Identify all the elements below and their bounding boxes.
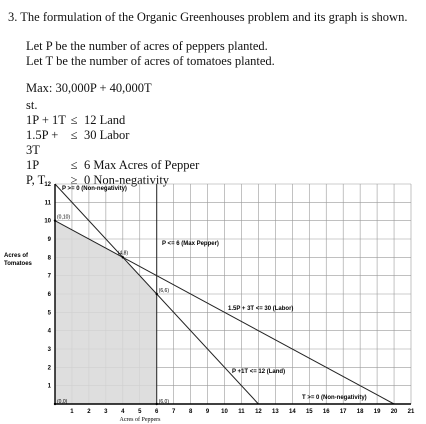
x-tick-label: 8 (188, 409, 193, 415)
vertex-point (156, 293, 158, 295)
vertex-label: (4,8) (117, 250, 129, 257)
constraint-relation: ≥ (70, 173, 78, 187)
definition-p: Let P be the number of acres of peppers planted. (26, 39, 268, 53)
vertex-label: (0,10) (57, 214, 71, 221)
constraint-rhs: 30 Labor (84, 128, 130, 142)
annotation-p-nonnegativity: P >= 0 (Non-negativity) (62, 186, 127, 192)
x-tick-label: 13 (272, 409, 279, 415)
x-tick-label: 5 (138, 409, 142, 415)
y-tick-label: 12 (44, 182, 51, 188)
y-tick-label: 6 (47, 292, 51, 298)
constraint-lhs: 1P + 1T (26, 113, 66, 127)
y-tick-label: 1 (47, 383, 51, 390)
constraint-relation: ≤ (70, 128, 78, 142)
problem-statement (8, 10, 420, 188)
y-tick-label: 10 (44, 218, 51, 225)
constraint-land (26, 113, 420, 128)
x-tick-label: 21 (407, 409, 415, 415)
y-tick-label: 8 (47, 255, 51, 262)
x-tick-label: 12 (255, 409, 262, 415)
vertex-point (122, 256, 124, 258)
x-tick-label: 14 (288, 409, 296, 415)
vertex-label: (6,0) (158, 399, 169, 405)
vertex-point (54, 403, 56, 405)
x-tick-label: 16 (322, 409, 330, 415)
y-tick-label: 7 (47, 273, 51, 280)
vertex-label: (6,6) (158, 288, 169, 294)
x-tick-label: 11 (238, 409, 245, 415)
y-axis-label-line2: Tomatoes (4, 261, 32, 267)
x-axis-label: Acres of Peppers (119, 417, 161, 423)
constraint-max-pepper (26, 158, 420, 173)
y-tick-label: 2 (47, 365, 51, 372)
constraint-rhs: 12 Land (84, 113, 126, 127)
x-tick-label: 19 (373, 409, 381, 415)
constraint-relation: ≤ (70, 158, 78, 172)
constraint-lhs: P, T (26, 173, 46, 187)
lp-graph (0, 178, 426, 424)
x-tick-label: 7 (171, 409, 176, 415)
x-tick-label: 4 (121, 409, 125, 415)
constraint-rhs: 6 Max Acres of Pepper (84, 158, 200, 172)
y-tick-label: 11 (44, 200, 51, 207)
constraint-relation: ≤ (70, 113, 78, 127)
x-tick-label: 17 (339, 409, 347, 415)
x-tick-label: 15 (305, 409, 313, 415)
lp-model (8, 81, 420, 188)
lp-graph-svg (0, 178, 426, 424)
x-tick-label: 1 (70, 409, 74, 415)
x-tick-label: 6 (155, 409, 159, 415)
annotation-labor: 1.5P + 3T <= 30 (Labor) (228, 306, 294, 312)
annotation-max-pepper: P <= 6 (Max Pepper) (162, 241, 219, 247)
x-tick-label: 18 (356, 409, 364, 415)
y-tick-label: 4 (47, 328, 51, 335)
subject-to-label: st. (26, 98, 38, 112)
constraint-lhs: 1.5P + 3T (26, 128, 59, 157)
y-tick-label: 3 (47, 347, 51, 353)
constraint-rhs: 0 Non-negativity (84, 173, 170, 187)
question-text: 3. The formulation of the Organic Greenhouses problem and its graph is shown. (8, 10, 408, 24)
x-tick-label: 10 (221, 409, 228, 415)
vertex-point (54, 219, 56, 221)
x-tick-label: 20 (390, 409, 398, 415)
x-tick-label: 2 (87, 409, 91, 415)
y-axis-label-line1: Acres of (4, 253, 29, 259)
annotation-t-nonnegativity: T >= 0 (Non-negativity) (302, 395, 367, 401)
definition-t: Let T be the number of acres of tomatoes planted. (26, 54, 275, 68)
vertex-point (156, 403, 158, 405)
annotation-land: P +1T <= 12 (Land) (232, 369, 286, 375)
variable-definitions (8, 39, 420, 69)
vertex-label: (0,0) (57, 399, 68, 405)
constraint-lhs: 1P (26, 158, 40, 172)
objective-function: Max: 30,000P + 40,000T (26, 81, 152, 95)
y-tick-label: 9 (47, 237, 51, 243)
x-tick-label: 9 (205, 409, 210, 415)
constraint-labor (26, 128, 420, 158)
x-tick-label: 3 (104, 409, 108, 415)
y-tick-label: 5 (47, 310, 51, 317)
